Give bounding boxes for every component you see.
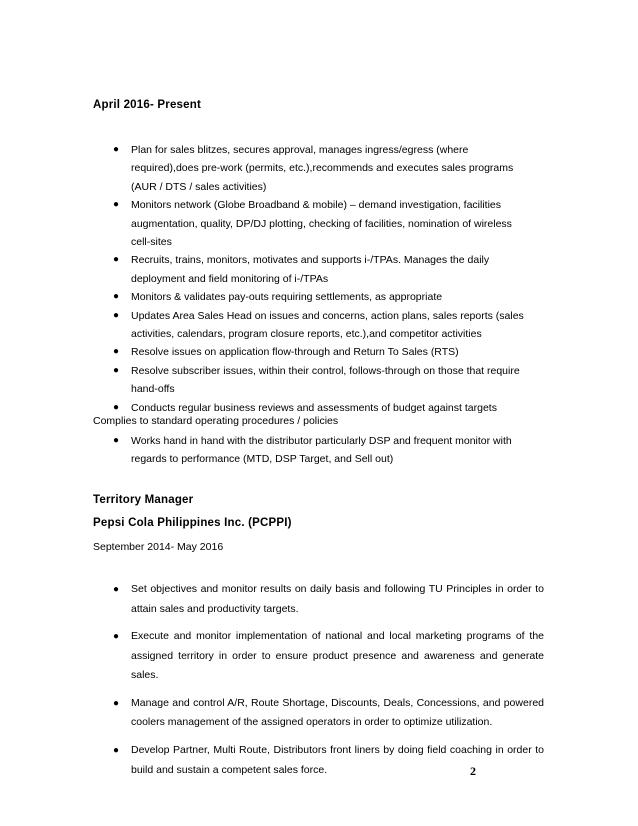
list-item: ● Develop Partner, Multi Route, Distributors front liners by doing field coaching in order to build and sustain a competent sales force. [113,741,544,780]
list-item: ● Set objectives and monitor results on daily basis and following TU Principles in order to attain sales and productivity targets. [113,580,544,619]
section1-period: April 2016- Present [93,99,201,111]
list-item: ● Plan for sales blitzes, secures approval, manages ingress/egress (where required),does pre-work (permits, etc.),recommends and executes sales programs (AUR / DTS / sales activities) [113,141,533,196]
list-item: ● Monitors network (Globe Broadband & mobile) – demand investigation, facilities augmentation, quality, DP/DJ plotting, checking of facilities, nomination of wireless cell-sites [113,196,533,251]
bullet-icon: ● [113,435,120,446]
list-item: ● Works hand in hand with the distributor particularly DSP and frequent monitor with regards to performance (MTD, DSP Target, and Sell out) [113,432,533,469]
list-item: ● Manage and control A/R, Route Shortage, Discounts, Deals, Concessions, and powered coolers management of the assigned operators in order to optimize utilization. [113,694,544,733]
list-item: ● Resolve subscriber issues, within their control, follows-through on those that require hand-offs [113,362,533,399]
list-item: ● Resolve issues on application flow-through and Return To Sales (RTS) [113,343,533,361]
job-title: Territory Manager [93,494,194,506]
bullet-icon: ● [113,199,120,211]
page-number: 2 [470,764,476,778]
bullet-icon: ● [113,584,120,595]
bullet-icon: ● [113,364,120,376]
list-item: ● Updates Area Sales Head on issues and concerns, action plans, sales reports (sales activities, calendars, program closure reports, etc.),and competitor activities [113,307,533,344]
standalone-line: Complies to standard operating procedures / policies [93,415,339,427]
bullet-icon: ● [113,254,120,266]
bullet-icon: ● [113,346,120,358]
company-name: Pepsi Cola Philippines Inc. (PCPPI) [93,517,292,529]
bullet-icon: ● [113,144,120,155]
bullet-icon: ● [113,697,120,709]
section1-responsibilities-list [113,141,533,417]
bullet-icon: ● [113,291,120,303]
bullet-icon: ● [113,631,120,643]
section2-period: September 2014- May 2016 [93,541,224,553]
list-item: ● Monitors & validates pay-outs requiring settlements, as appropriate [113,288,533,306]
section2-responsibilities-list [113,580,544,788]
bullet-icon: ● [113,401,120,413]
bullet-icon: ● [113,309,120,321]
list-item: ● Recruits, trains, monitors, motivates and supports i-/TPAs. Manages the daily deployment and field monitoring of i-/TPAs [113,251,533,288]
bullet-icon: ● [113,745,120,757]
list-item: ● Execute and monitor implementation of national and local marketing programs of the assigned territory in order to ensure product presence and awareness and generate sales. [113,627,544,686]
section1-additional-list [113,432,533,469]
list-item: ● Conducts regular business reviews and assessments of budget against targets [113,399,533,417]
